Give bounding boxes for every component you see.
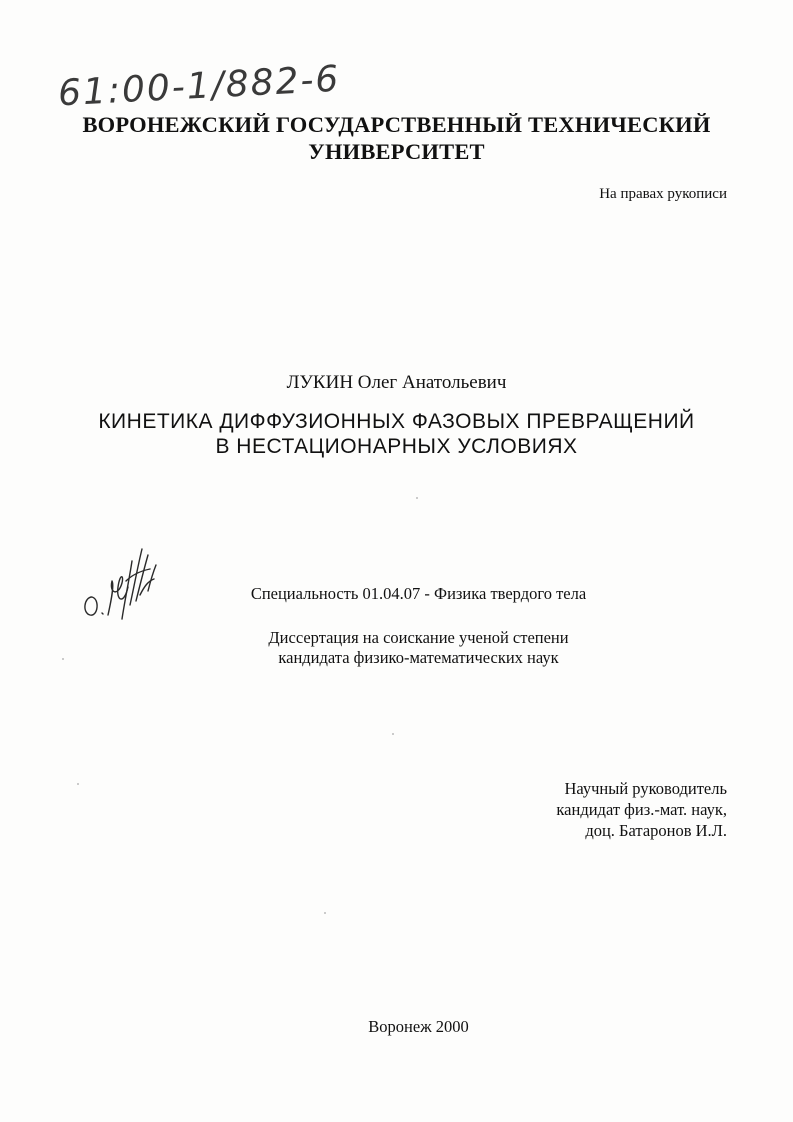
supervisor-line-3: доц. Батаронов И.Л. <box>585 821 727 840</box>
university-line-1: ВОРОНЕЖСКИЙ ГОСУДАРСТВЕННЫЙ ТЕХНИЧЕСКИЙ <box>82 112 711 137</box>
scan-speck <box>77 783 79 785</box>
title-line-2: В НЕСТАЦИОНАРНЫХ УСЛОВИЯХ <box>215 435 578 458</box>
scan-speck <box>324 912 326 914</box>
supervisor-line-2: кандидат физ.-мат. наук, <box>556 800 727 819</box>
archive-stamp: 61:00-1/882-6 <box>57 58 342 115</box>
scan-speck <box>62 658 64 660</box>
specialty: Специальность 01.04.07 - Физика твердого тела <box>250 584 587 603</box>
degree-statement <box>0 628 793 668</box>
scan-speck <box>392 733 394 735</box>
city-year: Воронеж 2000 <box>368 1017 469 1036</box>
author-name: ЛУКИН Олег Анатольевич <box>286 372 507 393</box>
degree-line-1: Диссертация на соискание ученой степени <box>268 628 569 647</box>
supervisor-line-1: Научный руководитель <box>564 779 727 798</box>
supervisor-block <box>556 778 727 841</box>
handwritten-signature <box>78 535 168 625</box>
scan-speck <box>416 497 418 499</box>
title-line-1: КИНЕТИКА ДИФФУЗИОННЫХ ФАЗОВЫХ ПРЕВРАЩЕНИЙ <box>98 410 695 433</box>
degree-line-2: кандидата физико-математических наук <box>278 648 559 667</box>
university-name <box>0 111 793 165</box>
university-line-2: УНИВЕРСИТЕТ <box>308 139 485 164</box>
dissertation-title <box>0 409 793 459</box>
rights-note: На правах рукописи <box>599 186 727 202</box>
